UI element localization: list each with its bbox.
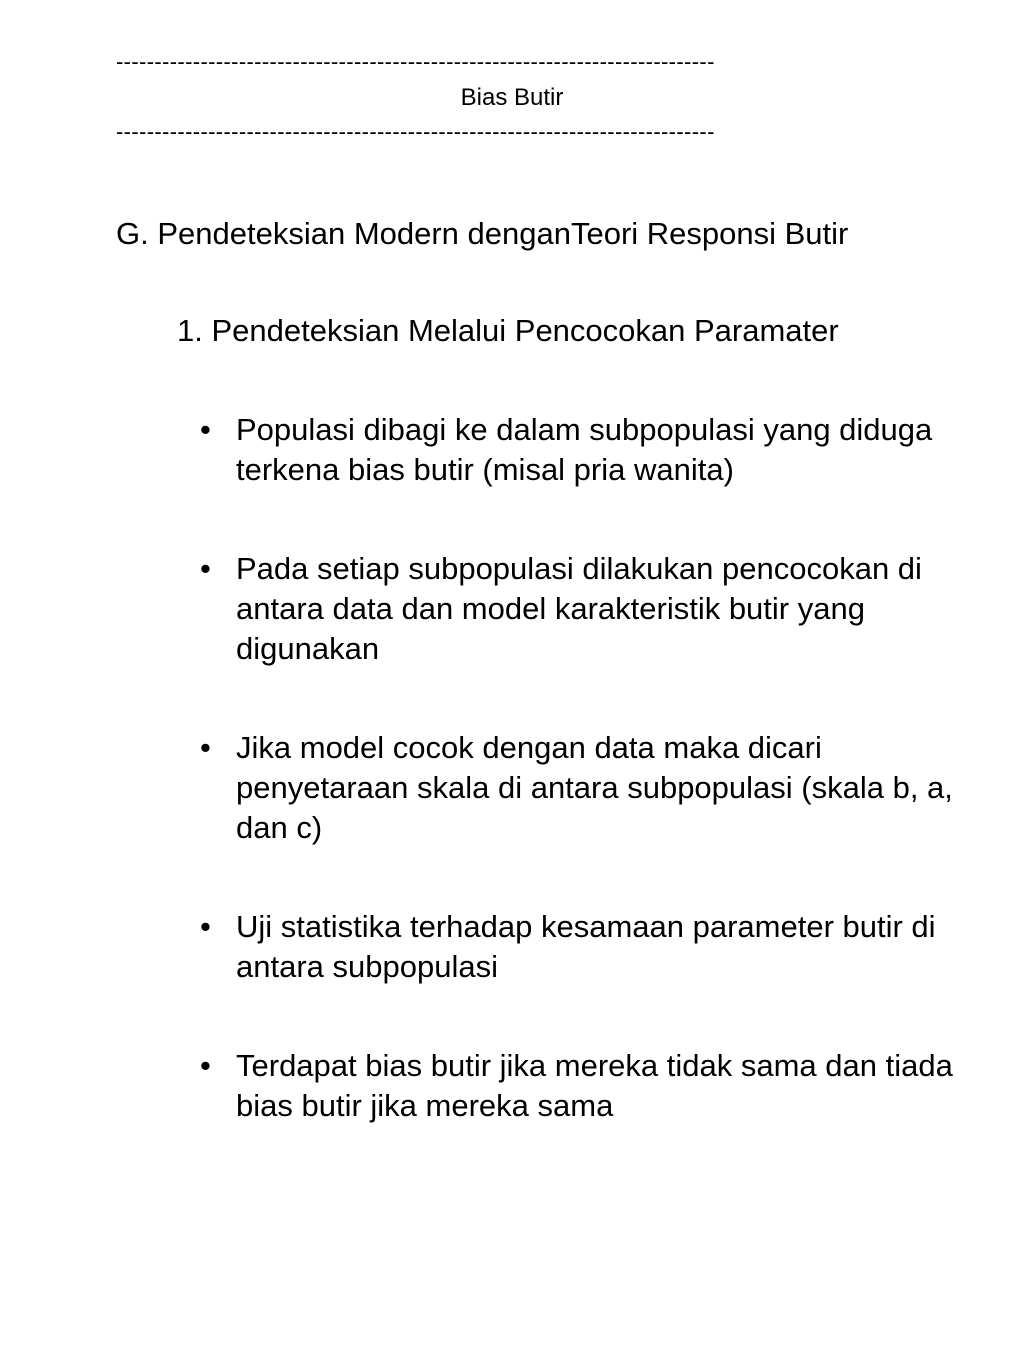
section-heading: G. Pendeteksian Modern denganTeori Responsi Butir [116, 216, 849, 251]
page-title: Bias Butir [460, 84, 564, 111]
list-item [196, 1046, 966, 1126]
header-rule-top: ------------------------------------------------------------------------------ [116, 50, 715, 74]
bullet-list [196, 410, 966, 1126]
bullet-text: Uji statistika terhadap kesamaan parameter butir di antara subpopulasi [236, 909, 936, 984]
bullet-icon: • [200, 412, 211, 447]
bullet-text: Populasi dibagi ke dalam subpopulasi yang diduga terkena bias butir (misal pria wanita) [236, 412, 933, 487]
bullet-icon: • [200, 551, 211, 586]
bullet-text: Terdapat bias butir jika mereka tidak sama dan tiada bias butir jika mereka sama [236, 1048, 953, 1123]
subsection-heading: 1. Pendeteksian Melalui Pencocokan Paramater [177, 313, 839, 348]
list-item [196, 410, 966, 490]
bullet-icon: • [200, 730, 211, 765]
list-item [196, 549, 966, 669]
bullet-text: Jika model cocok dengan data maka dicari penyetaraan skala di antara subpopulasi (skala b, a, dan c) [236, 730, 953, 845]
bullet-text: Pada setiap subpopulasi dilakukan pencocokan di antara data dan model karakteristik butir yang digunakan [236, 551, 922, 666]
bullet-icon: • [200, 1048, 211, 1083]
list-item [196, 907, 966, 987]
list-item [196, 728, 966, 848]
bullet-icon: • [200, 909, 211, 944]
header-rule-bottom: ------------------------------------------------------------------------------ [116, 120, 715, 144]
